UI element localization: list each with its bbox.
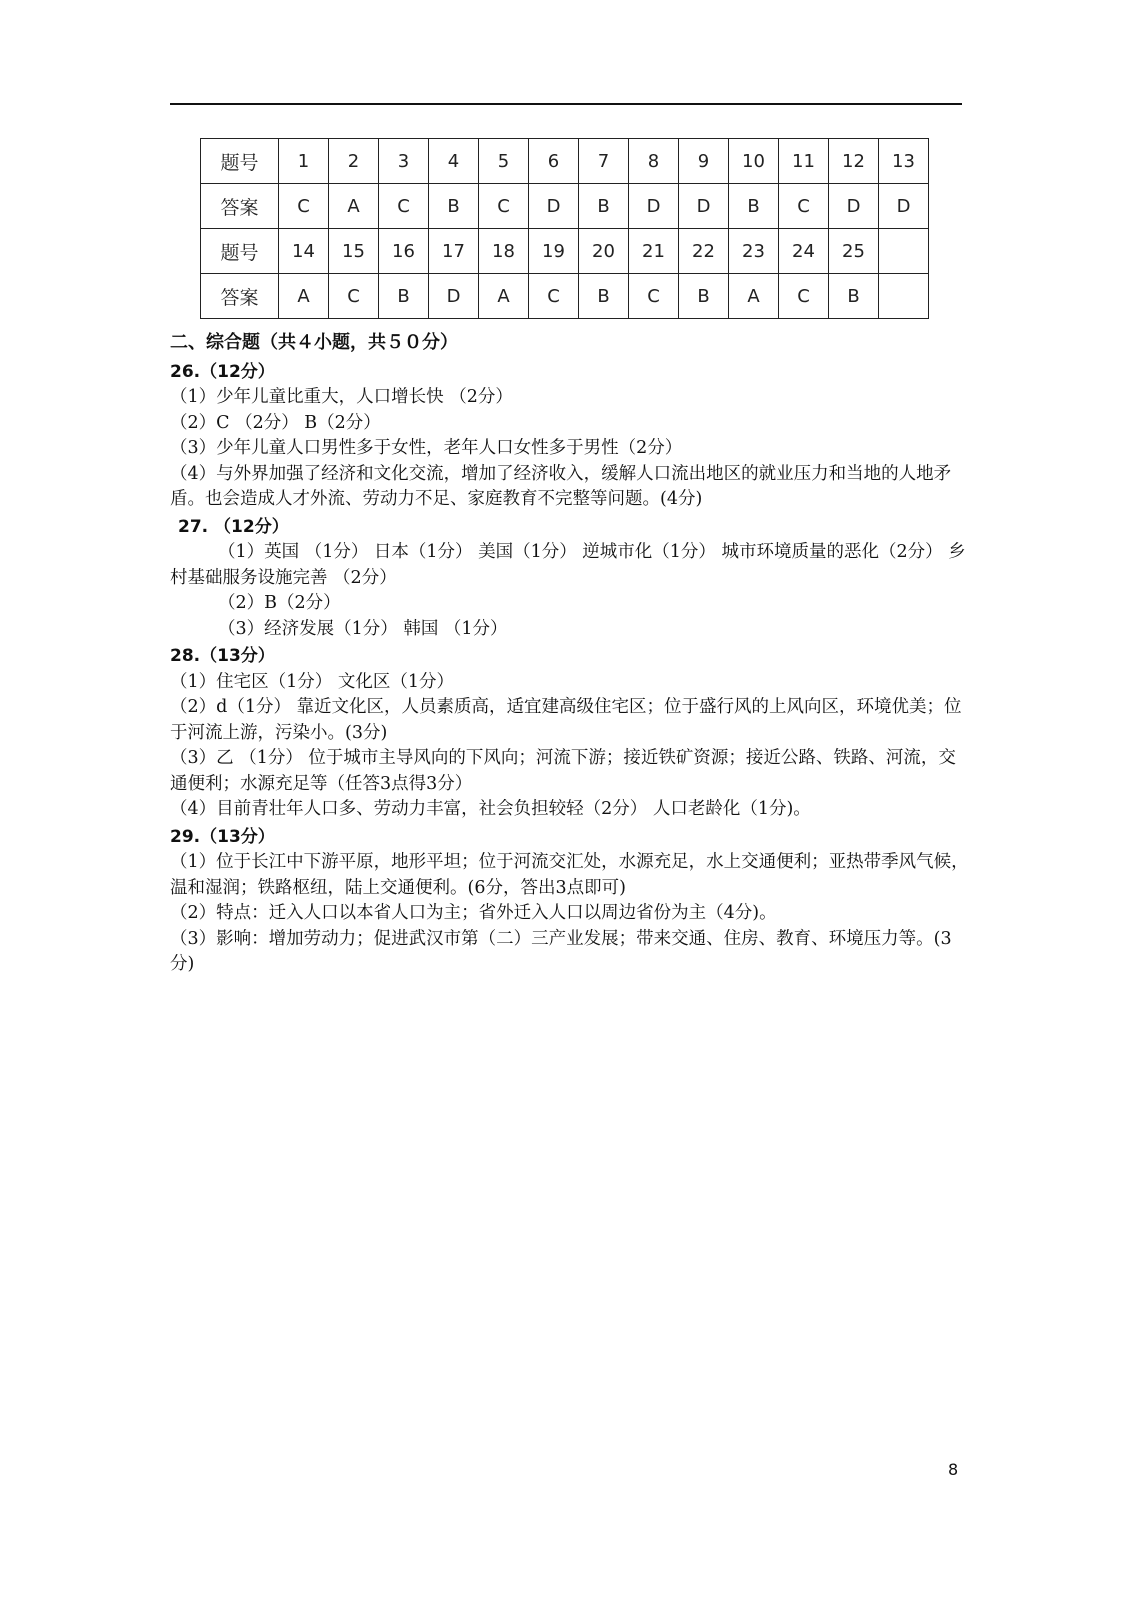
table-cell: 21 (629, 229, 679, 274)
question-title: 28.（13分） (170, 646, 275, 666)
answer-table (200, 138, 929, 319)
table-cell: 9 (679, 139, 729, 184)
table-cell: C (379, 184, 429, 229)
table-row (201, 274, 929, 319)
table-cell: 5 (479, 139, 529, 184)
table-cell: D (629, 184, 679, 229)
table-cell: C (279, 184, 329, 229)
question-title: 29.（13分） (170, 826, 275, 847)
answer-line: （2）C （2分） B（2分） (170, 412, 381, 433)
table-cell: 11 (779, 139, 829, 184)
table-cell: 3 (379, 139, 429, 184)
table-cell: 14 (279, 229, 329, 274)
table-cell: 20 (579, 229, 629, 274)
answer-line: （4）与外界加强了经济和文化交流，增加了经济收入，缓解人口流出地区的就业压力和当地的人地矛盾。也会造成人才外流、劳动力不足、家庭教育不完整等问题。(4分) (170, 463, 952, 509)
table-cell: 19 (529, 229, 579, 274)
page-number: 8 (948, 1460, 959, 1479)
table-cell: B (429, 184, 479, 229)
table-cell: B (579, 274, 629, 319)
table-cell: C (779, 274, 829, 319)
table-cell: D (679, 184, 729, 229)
table-cell: 16 (379, 229, 429, 274)
table-cell: D (429, 274, 479, 319)
table-cell (879, 274, 929, 319)
table-cell: 7 (579, 139, 629, 184)
table-cell (879, 229, 929, 274)
row-label: 答案 (201, 184, 279, 229)
table-cell: A (329, 184, 379, 229)
question-27 (170, 515, 970, 643)
question-title: 26.（12分） (170, 361, 275, 382)
comprehensive-section (170, 330, 970, 978)
table-cell: 10 (729, 139, 779, 184)
table-cell: 12 (829, 139, 879, 184)
table-row (201, 139, 929, 184)
header-rule (170, 103, 962, 105)
answer-line: （3）经济发展（1分） 韩国 （1分） (218, 618, 508, 639)
table-cell: D (829, 184, 879, 229)
table-cell: D (879, 184, 929, 229)
table-cell: 24 (779, 229, 829, 274)
table-cell: A (729, 274, 779, 319)
answer-line: （1）住宅区（1分） 文化区（1分） (170, 671, 454, 692)
table-cell: C (479, 184, 529, 229)
table-cell: A (479, 274, 529, 319)
answer-line: （3）乙 （1分） 位于城市主导风向的下风向；河流下游；接近铁矿资源；接近公路、铁路、河流，交通便利；水源充足等（任答3点得3分） (170, 748, 956, 794)
table-cell: 2 (329, 139, 379, 184)
table-cell: B (579, 184, 629, 229)
table-cell: C (529, 274, 579, 319)
table-row (201, 229, 929, 274)
table-cell: 6 (529, 139, 579, 184)
table-cell: 1 (279, 139, 329, 184)
answer-line: （1）少年儿童比重大，人口增长快 （2分） (170, 387, 513, 407)
table-cell: 15 (329, 229, 379, 274)
row-label: 答案 (201, 274, 279, 319)
answer-line: （3）影响：增加劳动力；促进武汉市第（二）三产业发展；带来交通、住房、教育、环境压力等。(3分) (170, 928, 952, 974)
question-28 (170, 644, 970, 823)
answer-line: （2）特点：迁入人口以本省人口为主；省外迁入人口以周边省份为主（4分)。 (170, 903, 777, 923)
table-cell: B (729, 184, 779, 229)
table-cell: 17 (429, 229, 479, 274)
table-cell: A (279, 274, 329, 319)
question-29 (170, 825, 970, 978)
row-label: 题号 (201, 229, 279, 274)
question-26 (170, 360, 970, 513)
answer-line: （1）位于长江中下游平原，地形平坦；位于河流交汇处，水源充足，水上交通便利；亚热带季风气候，温和湿润；铁路枢纽，陆上交通便利。(6分，答出3点即可) (170, 852, 969, 898)
table-cell: C (779, 184, 829, 229)
table-row (201, 184, 929, 229)
table-cell: B (679, 274, 729, 319)
answer-line: （3）少年儿童人口男性多于女性，老年人口女性多于男性（2分） (170, 438, 683, 458)
table-cell: B (829, 274, 879, 319)
table-cell: B (379, 274, 429, 319)
table-cell: 23 (729, 229, 779, 274)
answer-line: （1）英国 （1分） 日本（1分） 美国（1分） 逆城市化（1分） 城市环境质量的恶化（2分） 乡村基础服务设施完善 （2分） (170, 542, 966, 588)
table-cell: 22 (679, 229, 729, 274)
table-cell: 8 (629, 139, 679, 184)
table-cell: 13 (879, 139, 929, 184)
table-cell: C (629, 274, 679, 319)
section-title: 二、综合题（共４小题，共５０分） (170, 332, 458, 353)
table-cell: 18 (479, 229, 529, 274)
row-label: 题号 (201, 139, 279, 184)
table-cell: C (329, 274, 379, 319)
question-title: 27. （12分） (178, 516, 289, 537)
table-cell: 25 (829, 229, 879, 274)
table-cell: 4 (429, 139, 479, 184)
answer-line: （4）目前青壮年人口多、劳动力丰富，社会负担较轻（2分） 人口老龄化（1分)。 (170, 799, 811, 819)
table-cell: D (529, 184, 579, 229)
answer-line: （2）d（1分） 靠近文化区，人员素质高，适宜建高级住宅区；位于盛行风的上风向区，环境优美；位于河流上游，污染小。(3分) (170, 697, 962, 743)
answer-line: （2）B（2分） (218, 593, 341, 613)
